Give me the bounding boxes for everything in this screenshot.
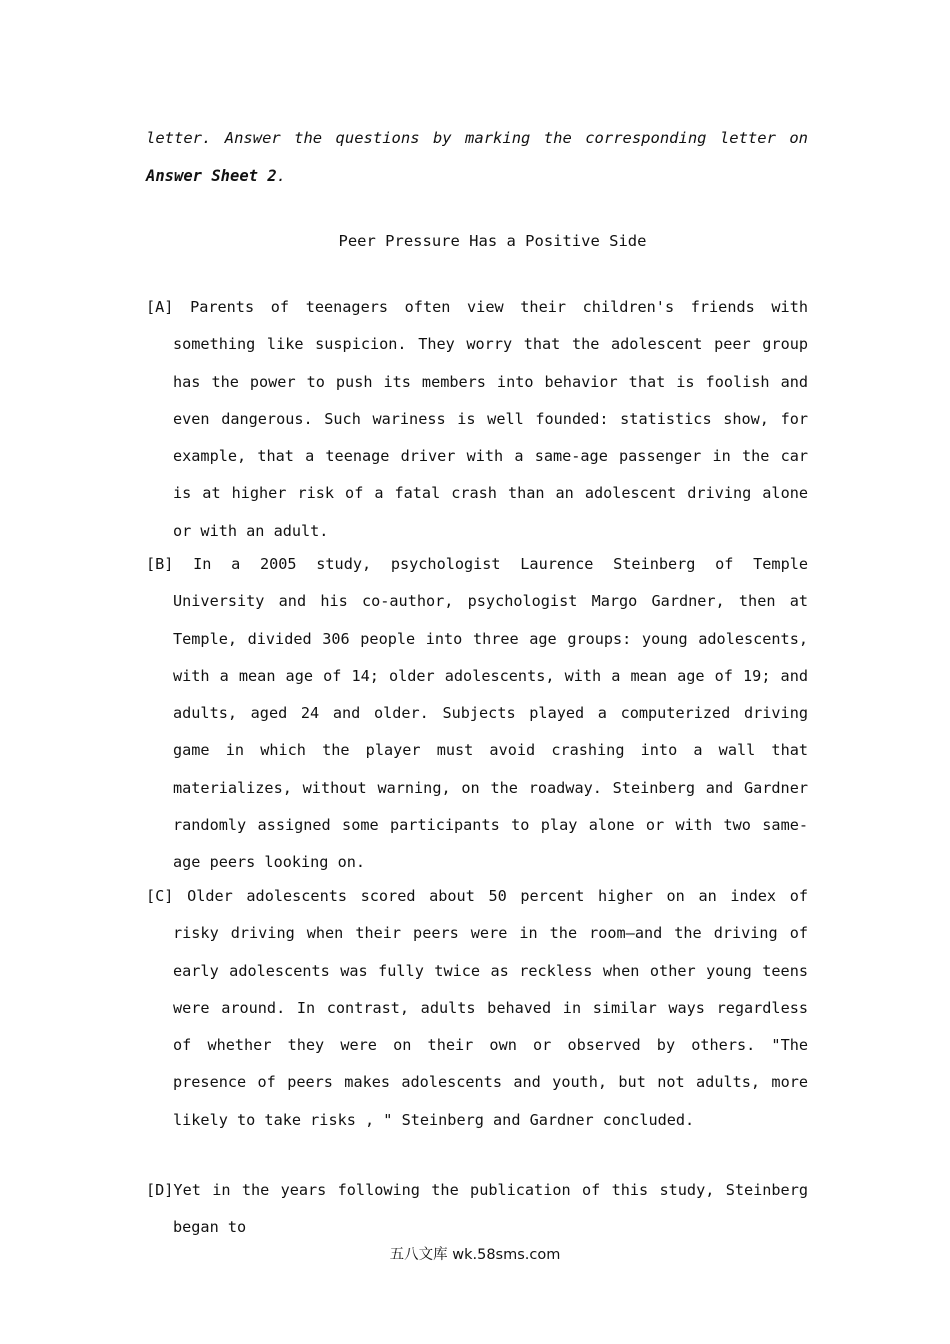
- article-title: Peer Pressure Has a Positive Side: [338, 232, 647, 250]
- paragraph-d: [D]Yet in the years following the publication of this study, Steinberg began to: [146, 1181, 808, 1237]
- paragraph-c: [C] Older adolescents scored about 50 percent higher on an index of risky driving when their peers were in the room—and the driving of early adolescents was fully twice as reckless when other young teens were around. In contrast, adults behaved in similar ways regardless of whether they were on their own or observed by others. "The presence of peers makes adolescents and youth, but not adults, more likely to take risks , " Steinberg and Gardner concluded.: [146, 887, 808, 1129]
- paragraph-a: [A] Parents of teenagers often view their children's friends with something like suspicion. They worry that the adolescent peer group has the power to push its members into behavior that is foolish and even dangerous. Such wariness is well founded: statistics show, for example, that a teenage driver with a same-age passenger in the car is at higher risk of a fatal crash than an adolescent driving alone or with an adult.: [146, 298, 808, 540]
- instructions-text: [146, 120, 808, 195]
- instructions-part2: .: [276, 166, 286, 185]
- footer-watermark: 五八文库 wk.58sms.com: [389, 1247, 561, 1263]
- answer-sheet-label: Answer Sheet 2: [146, 166, 277, 185]
- paragraph-b: [B] In a 2005 study, psychologist Laurence Steinberg of Temple University and his co-author, psychologist Margo Gardner, then at Temple, divided 306 people into three age groups: young adolescents, with a mean age of 14; older adolescents, with a mean age of 19; and adults, aged 24 and older. Subjects played a computerized driving game in which the player must avoid crashing into a wall that materializes, without warning, on the roadway. Steinberg and Gardner randomly assigned some participants to play alone or with two same-age peers looking on.: [146, 555, 808, 872]
- instructions-part1: letter. Answer the questions by marking the corresponding letter on: [146, 129, 808, 147]
